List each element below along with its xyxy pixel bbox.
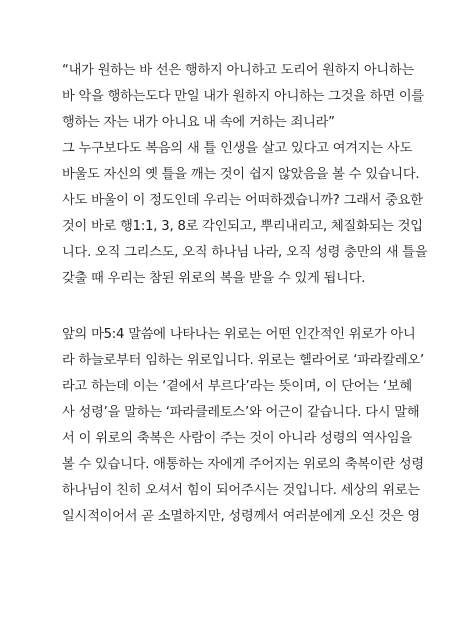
text-line: 바울도 자신의 옛 틀을 깨는 것이 쉽지 않았음을 볼 수 있습니다. [62,167,420,182]
text-line: 그 누구보다도 복음의 새 틀 인생을 살고 있다고 여겨지는 사도 [62,141,412,156]
text-line: 서 이 위로의 축복은 사람이 주는 것이 아니라 성령의 역사임을 [62,431,412,446]
text-line: 앞의 마5:4 말씀에 나타나는 위로는 어떤 인간적인 위로가 아니 [62,327,416,342]
text-line: 볼 수 있습니다. 애통하는 자에게 주어지는 위로의 축복이란 성령 [62,457,424,472]
text-line: 사도 바울이 이 정도인데 우리는 어떠하겠습니까? 그래서 중요한 [62,193,423,208]
text-line: 하나님이 친히 오셔서 힘이 되어주시는 것입니다. 세상의 위로는 [62,483,420,498]
text-line: “내가 원하는 바 선은 행하지 아니하고 도리어 원하지 아니하는 [62,63,415,78]
text-line: 갖출 때 우리는 참된 위로의 복을 받을 수 있게 됩니다. [62,271,366,286]
text-line: 사 성령’을 말하는 ‘파라클레토스’와 어근이 같습니다. 다시 말해 [62,405,420,420]
text-line: 바 악을 행하는도다 만일 내가 원하지 아니하는 그것을 하면 이를 [62,89,424,104]
text-line: 라 하늘로부터 임하는 위로입니다. 위로는 헬라어로 ‘파라칼레오’ [62,353,424,368]
text-line: 것이 바로 행1:1, 3, 8로 각인되고, 뿌리내리고, 체질화되는 것입 [62,219,423,234]
text-line: 니다. 오직 그리스도, 오직 하나님 나라, 오직 성령 충만의 새 틀을 [62,245,428,260]
text-line: 라고 하는데 이는 ‘곁에서 부르다’라는 뜻이며, 이 단어는 ‘보혜 [62,379,412,394]
text-line: 일시적이어서 곧 소멸하지만, 성령께서 여러분에게 오신 것은 영 [62,509,420,524]
text-line: 행하는 자는 내가 아니요 내 속에 거하는 죄니라” [62,115,335,130]
